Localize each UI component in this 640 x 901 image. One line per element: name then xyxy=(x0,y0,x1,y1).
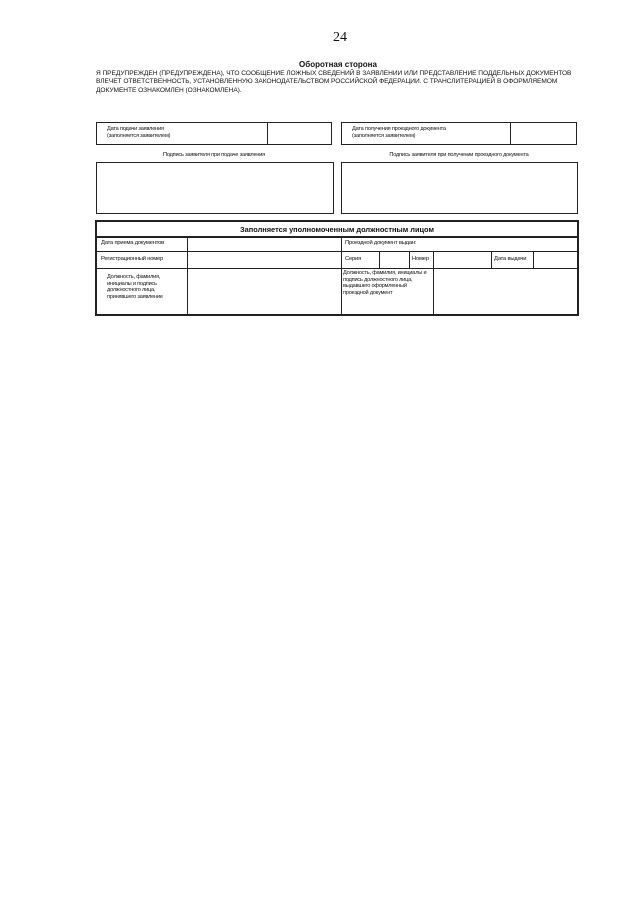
liability-warning: Я ПРЕДУПРЕЖДЕН (ПРЕДУПРЕЖДЕНА), ЧТО СООБЩЕНИЕ ЛОЖНЫХ СВЕДЕНИЙ В ЗАЯВЛЕНИИ ИЛИ ПРЕДСТАВЛЕНИЕ ПОДДЕЛЬНЫХ ДОКУМЕНТОВ ВЛЕЧЕТ ОТВЕТСТВЕННОСТЬ, УСТАНОВЛЕННУЮ ЗАКОНОДАТЕЛЬСТВОМ РОССИЙСКОЙ ФЕДЕРАЦИИ. С ТРАНСЛИТЕРАЦИЕЙ В ОФОРМЛЯЕМОМ ДОКУМЕНТЕ ОЗНАКОМЛЕН (ОЗНАКОМЛЕНА). xyxy=(96,70,572,94)
sign-receipt-label: Подпись заявителя при получении проездного документа xyxy=(389,152,529,158)
submit-date-label: Дата подачи заявления xyxy=(107,126,164,132)
page-number: 24 xyxy=(333,30,347,45)
issuing-official-label: Должность, фамилия, инициалы и подпись должностного лица, выдавшего оформленный проездной документ xyxy=(343,270,427,296)
receipt-date-note: (заполняется заявителем) xyxy=(352,132,416,139)
accept-date-field[interactable] xyxy=(188,237,340,250)
receipt-date-label: Дата получения проездного документа xyxy=(352,126,446,132)
submit-date-box xyxy=(96,122,332,145)
submit-date-field[interactable] xyxy=(268,123,331,144)
series-field[interactable] xyxy=(380,252,408,267)
reg-number-label: Регистрационный номер xyxy=(101,256,164,262)
issued-label: Проездной документ выдан: xyxy=(345,240,417,246)
issue-date-label: Дата выдачи xyxy=(494,256,527,262)
accepting-official-label: Должность, фамилия, инициалы и подпись должностного лица, принявшего заявление xyxy=(107,274,163,300)
issue-date-field[interactable] xyxy=(534,252,577,267)
official-section-title: Заполняется уполномоченным должностным лицом xyxy=(240,225,434,234)
receipt-date-box xyxy=(341,122,577,145)
page-heading: Оборотная сторона xyxy=(299,60,377,69)
sign-receipt-box[interactable] xyxy=(341,162,578,214)
accept-date-label: Дата приема документов xyxy=(101,240,165,246)
issuing-official-field[interactable] xyxy=(434,269,577,314)
sign-submit-box[interactable] xyxy=(96,162,334,214)
series-label: Серия xyxy=(345,256,362,262)
reg-number-field[interactable] xyxy=(188,252,340,267)
accepting-official-field[interactable] xyxy=(188,269,340,314)
number-label: Номер xyxy=(412,256,429,262)
official-section xyxy=(95,220,579,316)
number-field[interactable] xyxy=(434,252,490,267)
receipt-date-field[interactable] xyxy=(511,123,576,144)
sign-submit-label: Подпись заявителя при подаче заявления xyxy=(163,152,265,158)
submit-date-note: (заполняется заявителем) xyxy=(107,132,171,139)
